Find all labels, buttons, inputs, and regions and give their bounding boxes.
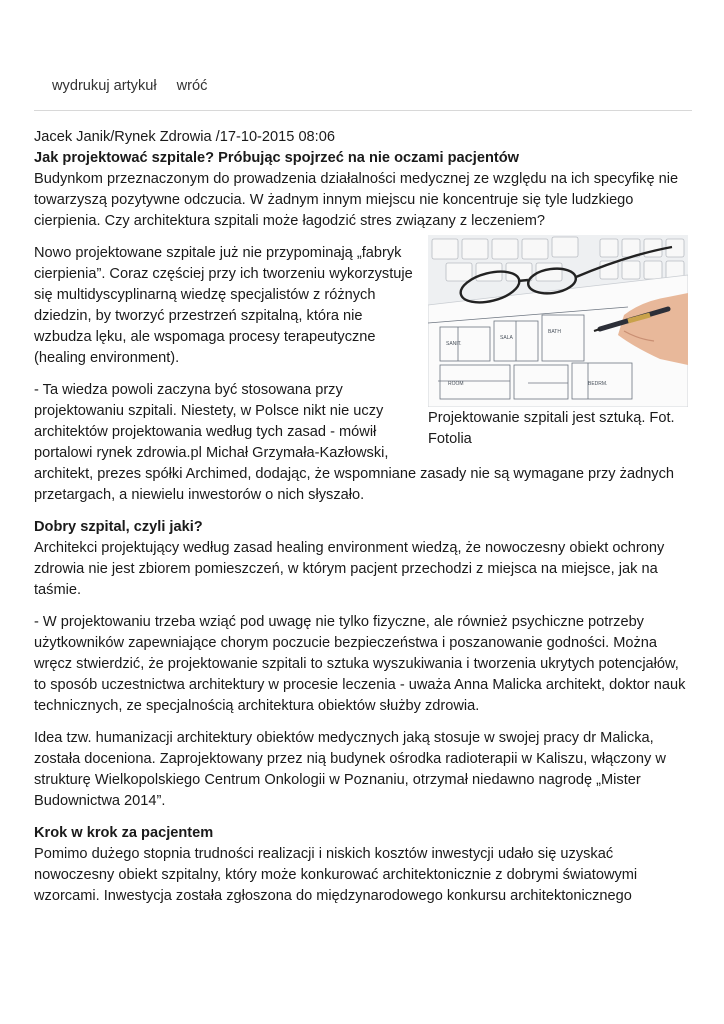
back-link[interactable]: wróć bbox=[176, 78, 208, 94]
svg-text:BEDRM.: BEDRM. bbox=[588, 381, 608, 387]
article-photo bbox=[428, 235, 688, 407]
svg-text:SALA: SALA bbox=[500, 335, 513, 341]
article-title: Jak projektować szpitale? Próbując spojrzeć na nie oczami pacjentów bbox=[34, 150, 519, 166]
image-caption: Projektowanie szpitali jest sztuką. Fot. Fotolia bbox=[428, 410, 675, 447]
print-article-link[interactable]: wydrukuj artykuł bbox=[52, 78, 157, 94]
svg-text:BATH: BATH bbox=[548, 329, 561, 335]
section-heading: Dobry szpital, czyli jaki? bbox=[34, 519, 203, 535]
article-meta: Jacek Janik/Rynek Zdrowia /17-10-2015 08:06 bbox=[34, 129, 335, 145]
article-figure bbox=[428, 235, 688, 450]
article-body bbox=[34, 127, 688, 907]
section-heading: Krok w krok za pacjentem bbox=[34, 825, 214, 841]
top-navigation bbox=[52, 76, 227, 97]
paragraph: Pomimo dużego stopnia trudności realizacji i niskich kosztów inwestycji udało się uzyskać nowoczesny obiekt szpitalny, który może konkurować architektonicznie z dobrymi światowymi wzorcami. Inwestycja została zgłoszona do międzynarodowego konkursu architektonicznego bbox=[34, 846, 638, 904]
svg-text:SANIT.: SANIT. bbox=[446, 341, 462, 347]
paragraph: - W projektowaniu trzeba wziąć pod uwagę nie tylko fizyczne, ale również psychiczne potrzeby użytkowników zapewniające chorym poczucie bezpieczeństwa i poszanowanie godności. Można wręcz stwierdzić, że projektowanie szpitali to sztuka wyszukiwania i tworzenia ukrytych potencjałów, to sposób uczestnictwa architektury w procesie leczenia - uważa Anna Malicka architekt, doktor nauk technicznych, ze specjalnością architektura obiektów służby zdrowia. bbox=[34, 614, 686, 714]
paragraph: Architekci projektujący według zasad healing environment wiedzą, że nowoczesny obiekt ochrony zdrowia nie jest zbiorem pomieszczeń, w którym pacjent przechodzi z miejsca na miejsce, jak na taśmie. bbox=[34, 540, 665, 598]
article-lead: Budynkom przeznaczonym do prowadzenia działalności medycznej ze względu na ich specyfikę nie towarzyszą pozytywne odczucia. W żadnym innym miejscu nie koncentruje się tyle ludzkiego cierpienia. Czy architektura szpitali może łagodzić stres związany z leczeniem? bbox=[34, 171, 679, 229]
divider bbox=[34, 110, 692, 111]
svg-text:ROOM: ROOM bbox=[448, 381, 464, 387]
paragraph: Idea tzw. humanizacji architektury obiektów medycznych jaką stosuje w swojej pracy dr Malicka, została doceniona. Zaprojektowany przez nią budynek ośrodka radioterapii w Kaliszu, włączony w strukturę Wielkopolskiego Centrum Onkologii w Poznaniu, otrzymał niedawno nagrodę „Mister Budownictwa 2014”. bbox=[34, 730, 666, 809]
paragraph: - Ta wiedza powoli zaczyna być stosowana przy projektowaniu szpitali. Niestety, w Polsce nikt nie uczy architektów projektowania według tych zasad - mówił portalowi rynek zdrowia.pl Michał Grzymała-Kazłowski, architekt, prezes spółki Archimed, dodając, że wspomniane zasady nie są wymagane przy żadnych przetargach, a niewielu inwestorów o nich słyszało. bbox=[34, 382, 675, 503]
paragraph: Nowo projektowane szpitale już nie przypominają „fabryk cierpienia”. Coraz częściej przy ich tworzeniu wykorzystuje się multidyscyplinarną wiedzę specjalistów z różnych dziedzin, by tworzyć przestrzeń szpitalną, która nie wzbudza lęku, ale wspomaga procesy terapeutyczne (healing environment). bbox=[34, 245, 413, 366]
